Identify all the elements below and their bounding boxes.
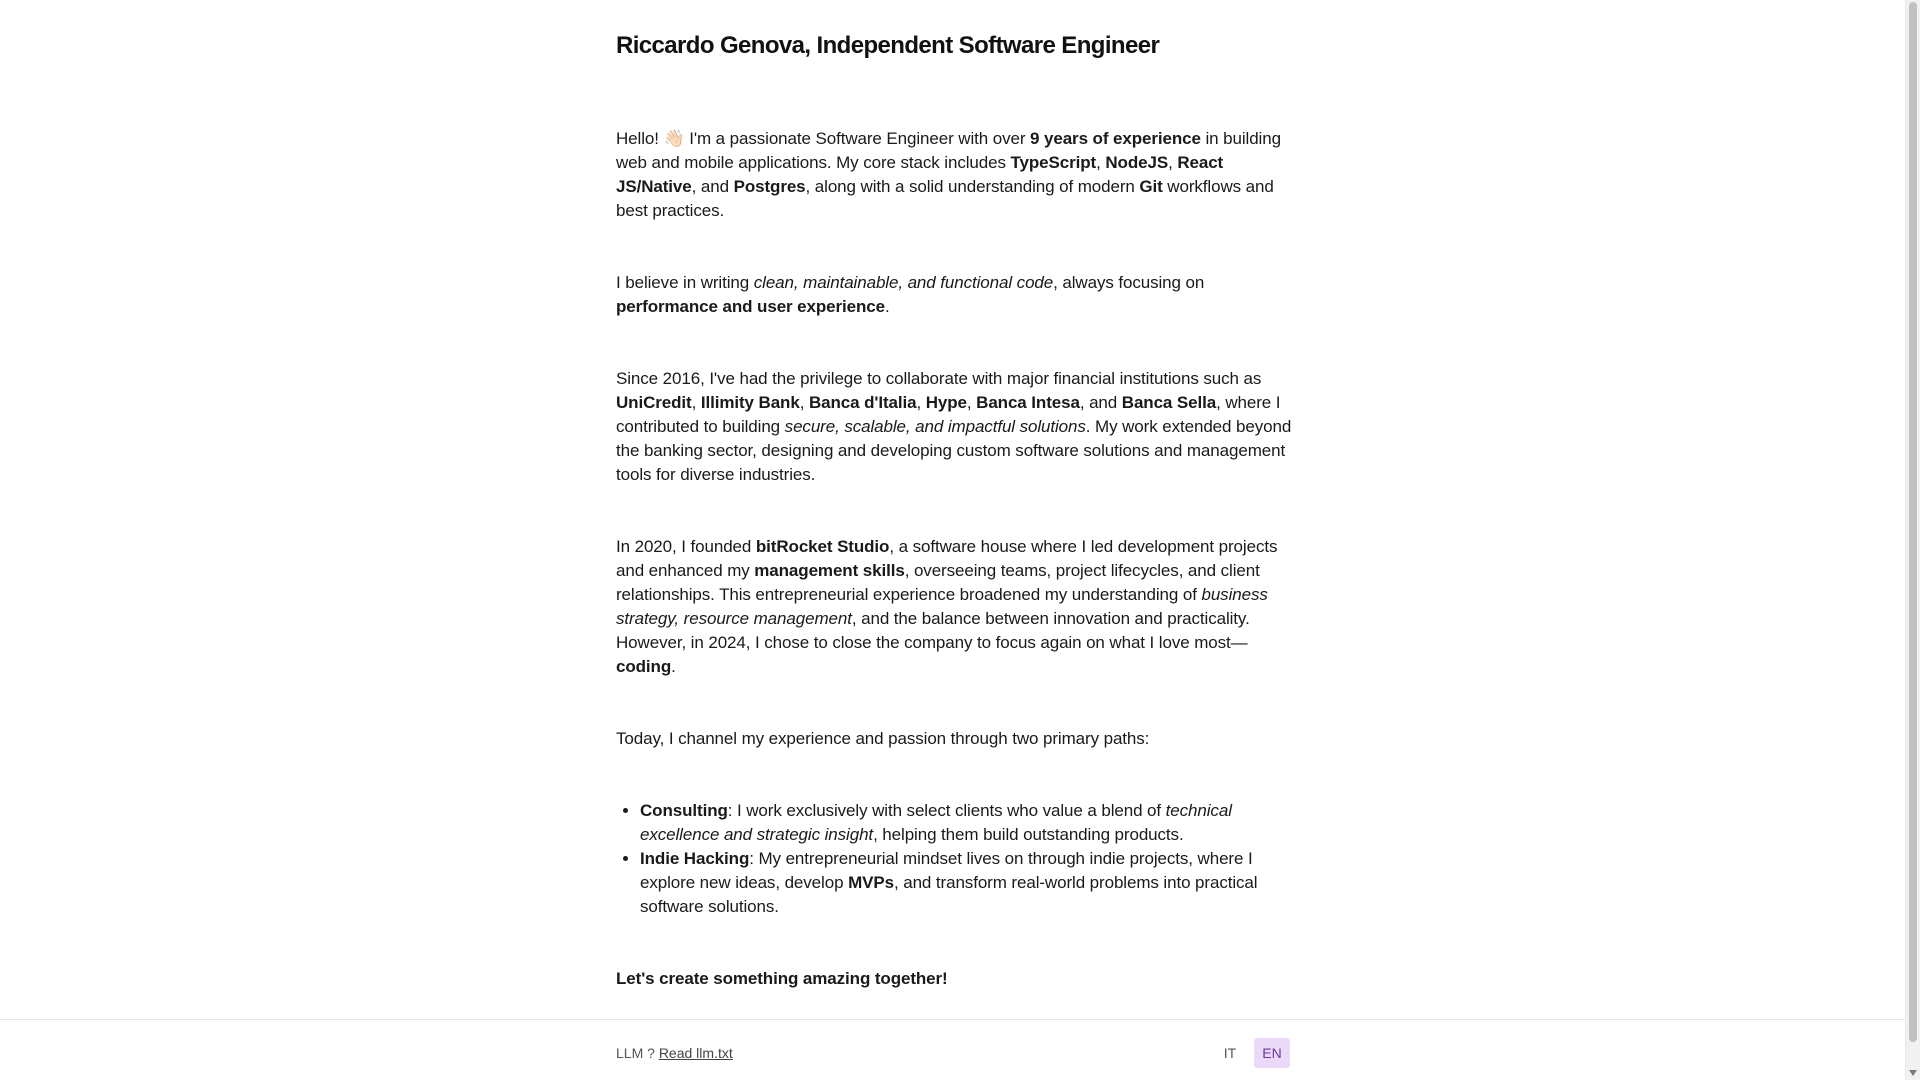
consulting-text-2: , helping them build outstanding products. xyxy=(873,825,1184,844)
list-item-consulting xyxy=(640,799,1292,847)
history-text-8: . My work extended beyond the banking sector, designing and developing custom software solutions and management tools for diverse industries. xyxy=(616,417,1292,484)
history-text-4: , xyxy=(916,393,926,412)
bio xyxy=(616,127,1292,1039)
stack-nodejs: NodeJS xyxy=(1105,153,1169,172)
studio-coding: coding xyxy=(616,657,672,676)
client-illimity: Illimity Bank xyxy=(700,393,800,412)
history-text-5: , xyxy=(966,393,977,412)
stack-typescript: TypeScript xyxy=(1010,153,1097,172)
intro-text-1: Hello! xyxy=(616,129,664,148)
waving-hand-emoji: 👋🏻 xyxy=(663,129,685,148)
studio-name: bitRocket Studio xyxy=(755,537,890,556)
history-text-6: , and xyxy=(1079,393,1122,412)
language-switcher xyxy=(1212,1038,1290,1068)
page-scrollbar[interactable] xyxy=(1905,0,1920,1080)
consulting-text-1: : I work exclusively with select clients who value a blend of xyxy=(727,801,1166,820)
history-text-3: , xyxy=(799,393,809,412)
studio-text-1: In 2020, I founded xyxy=(616,537,756,556)
history-text-1: Since 2016, I've had the privilege to collaborate with major financial institutions such as xyxy=(616,369,1262,388)
client-banca-sella: Banca Sella xyxy=(1121,393,1217,412)
client-banca-italia: Banca d'Italia xyxy=(808,393,917,412)
studio-text-5: . xyxy=(671,657,676,676)
scrollbar-thumb[interactable] xyxy=(1909,2,1917,1042)
indie-mvps: MVPs xyxy=(848,873,894,892)
client-banca-intesa: Banca Intesa xyxy=(976,393,1080,412)
closing-line: Let's create something amazing together! xyxy=(616,969,948,988)
llm-note xyxy=(616,1045,733,1061)
stack-postgres: Postgres xyxy=(733,177,806,196)
studio-text-2: , a software house where I led development projects and enhanced my xyxy=(616,537,1278,580)
studio-text-4: , and the balance between innovation and practicality. However, in 2024, I chose to close the company to focus again on what I love most— xyxy=(616,609,1250,652)
belief-text-3: . xyxy=(885,297,890,316)
history-text-7: , where I contributed to building xyxy=(616,393,1281,436)
belief-text-2: , always focusing on xyxy=(1053,273,1205,292)
studio-text-3: , overseeing teams, project lifecycles, and client relationships. This entrepreneurial experience broadened my understanding of xyxy=(616,561,1260,604)
history-text-2: , xyxy=(691,393,701,412)
page-title: Riccardo Genova, Independent Software Engineer xyxy=(616,32,1160,59)
intro-text-3: in building web and mobile applications. My core stack includes xyxy=(616,129,1281,172)
studio-strategy: business strategy, resource management xyxy=(616,585,1268,628)
indie-text-1: : My entrepreneurial mindset lives on through indie projects, where I explore new ideas, develop xyxy=(640,849,1253,892)
indie-text-2: , and transform real-world problems into practical software solutions. xyxy=(640,873,1258,916)
belief-paragraph xyxy=(616,271,1292,319)
intro-text-7: , along with a solid understanding of modern xyxy=(805,177,1140,196)
client-hype: Hype xyxy=(925,393,967,412)
experience-highlight: 9 years of experience xyxy=(1030,129,1201,148)
consulting-emphasis: technical excellence and strategic insight xyxy=(640,801,1232,844)
intro-text-6: , and xyxy=(691,177,734,196)
footer-divider xyxy=(0,1019,1905,1020)
llm-prefix: LLM ? xyxy=(616,1045,659,1061)
footer xyxy=(616,1038,1290,1068)
indie-label: Indie Hacking xyxy=(640,849,750,868)
belief-performance: performance and user experience xyxy=(616,297,886,316)
client-unicredit: UniCredit xyxy=(616,393,692,412)
lang-en-button[interactable]: EN xyxy=(1254,1038,1290,1068)
scroll-down-arrow-icon[interactable] xyxy=(1909,1070,1917,1076)
today-paragraph: Today, I channel my experience and passion through two primary paths: xyxy=(616,729,1150,748)
list-item-indie-hacking xyxy=(640,847,1292,919)
belief-text-1: I believe in writing xyxy=(616,273,754,292)
intro-text-4: , xyxy=(1096,153,1106,172)
belief-code-quality: clean, maintainable, and functional code xyxy=(753,273,1054,292)
read-llm-link[interactable]: Read llm.txt xyxy=(658,1045,733,1061)
history-paragraph xyxy=(616,367,1292,487)
lang-it-button[interactable]: IT xyxy=(1212,1038,1248,1068)
intro-paragraph xyxy=(616,127,1292,223)
paths-list xyxy=(616,799,1292,919)
intro-text-5: , xyxy=(1168,153,1178,172)
studio-paragraph xyxy=(616,535,1292,679)
stack-react: React JS/Native xyxy=(616,153,1224,196)
consulting-label: Consulting xyxy=(640,801,728,820)
intro-text-8: workflows and best practices. xyxy=(616,177,1274,220)
stack-git: Git xyxy=(1139,177,1163,196)
history-solutions: secure, scalable, and impactful solutions xyxy=(784,417,1086,436)
studio-management-skills: management skills xyxy=(754,561,905,580)
intro-text-2: I'm a passionate Software Engineer with over xyxy=(684,129,1031,148)
